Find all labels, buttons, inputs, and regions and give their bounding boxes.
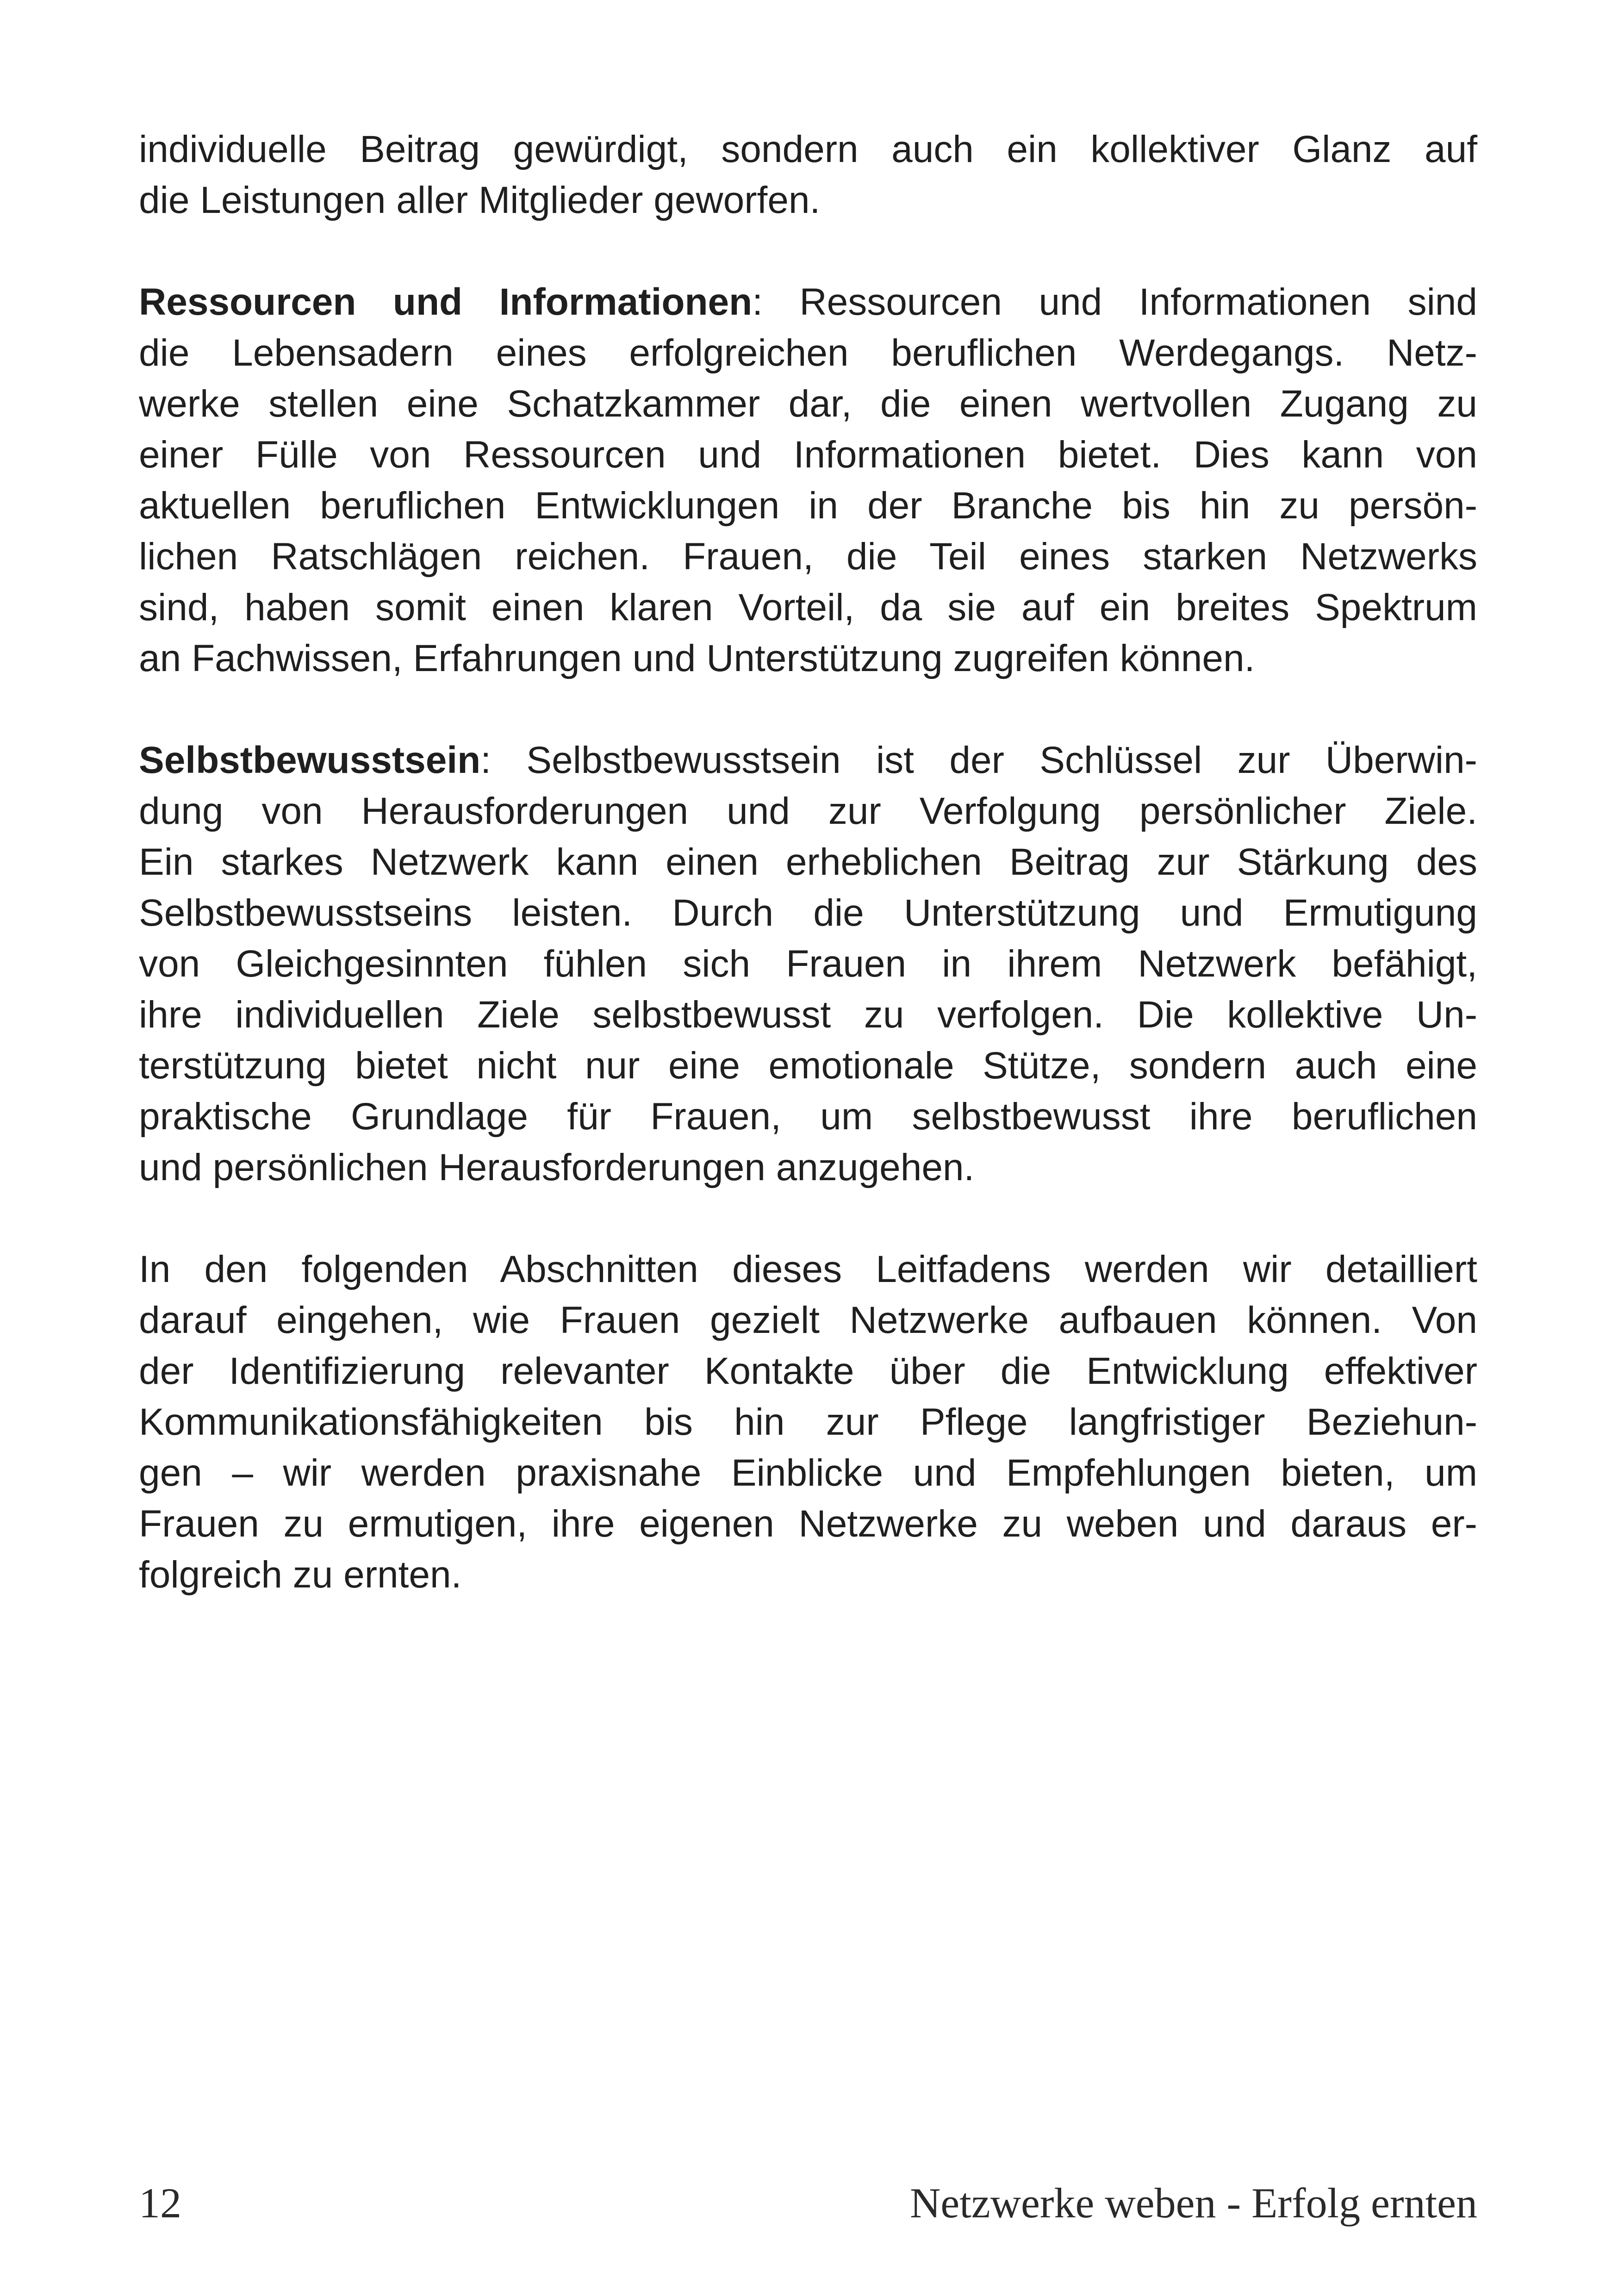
text-line: gen – wir werden praxisnahe Einblicke und Empfehlungen bieten, um	[139, 1452, 1477, 1494]
text-line: werke stellen eine Schatzkammer dar, die einen wertvollen Zugang zu	[139, 383, 1477, 425]
page-footer	[139, 2175, 1477, 2231]
text-line: Ein starkes Netzwerk kann einen erheblichen Beitrag zur Stärkung des	[139, 841, 1477, 883]
text-line: praktische Grundlage für Frauen, um selbstbewusst ihre beruflichen	[139, 1095, 1477, 1138]
text-line: die Leistungen aller Mitglieder geworfen.	[139, 179, 821, 221]
paragraph-outlook	[139, 1244, 1477, 1600]
text-line: ihre individuellen Ziele selbstbewusst zu verfolgen. Die kollektive Un-	[139, 994, 1477, 1036]
text-line	[139, 735, 1477, 786]
paragraph-ressourcen	[139, 277, 1477, 684]
term-heading: Ressourcen und Informationen	[139, 281, 753, 323]
text-line: der Identifizierung relevanter Kontakte über die Entwicklung effektiver	[139, 1350, 1477, 1392]
body-text	[139, 124, 1477, 1651]
paragraph-continuation	[139, 124, 1477, 226]
text-line: die Lebensadern eines erfolgreichen beruflichen Werdegangs. Netz-	[139, 332, 1477, 374]
text-line: In den folgenden Abschnitten dieses Leitfadens werden wir detailliert	[139, 1248, 1477, 1290]
text-line: Frauen zu ermutigen, ihre eigenen Netzwerke zu weben und daraus er-	[139, 1503, 1477, 1545]
text-line: individuelle Beitrag gewürdigt, sondern auch ein kollektiver Glanz auf	[139, 128, 1477, 170]
text-line: darauf eingehen, wie Frauen gezielt Netzwerke aufbauen können. Von	[139, 1299, 1477, 1341]
text-line: dung von Herausforderungen und zur Verfolgung persönlicher Ziele.	[139, 790, 1477, 832]
running-title: Netzwerke weben - Erfolg ernten	[909, 2179, 1477, 2227]
page-number: 12	[139, 2179, 181, 2227]
text-line: und persönlichen Herausforderungen anzugehen.	[139, 1146, 975, 1188]
text-line: terstützung bietet nicht nur eine emotionale Stütze, sondern auch eine	[139, 1045, 1477, 1087]
text-line: Kommunikationsfähigkeiten bis hin zur Pflege langfristiger Beziehun-	[139, 1401, 1477, 1443]
text-line: an Fachwissen, Erfahrungen und Unterstützung zugreifen können.	[139, 637, 1255, 679]
text-line: von Gleichgesinnten fühlen sich Frauen in ihrem Netzwerk befähigt,	[139, 943, 1477, 985]
term-heading: Selbstbewusstsein	[139, 739, 481, 781]
paragraph-selbstbewusstsein	[139, 735, 1477, 1193]
text-line: lichen Ratschlägen reichen. Frauen, die Teil eines starken Netzwerks	[139, 535, 1477, 578]
text-line: sind, haben somit einen klaren Vorteil, da sie auf ein breites Spektrum	[139, 586, 1477, 628]
text-line	[139, 277, 1477, 328]
text-line: einer Fülle von Ressourcen und Informationen bietet. Dies kann von	[139, 434, 1477, 476]
text-line: folgreich zu ernten.	[139, 1554, 462, 1596]
text-fragment: : Selbstbewusstsein ist der Schlüssel zur Überwin-	[480, 739, 1477, 781]
text-line: aktuellen beruflichen Entwicklungen in der Branche bis hin zu persön-	[139, 485, 1477, 527]
text-line: Selbstbewusstseins leisten. Durch die Unterstützung und Ermutigung	[139, 892, 1477, 934]
text-fragment: : Ressourcen und Informationen sind	[752, 281, 1477, 323]
